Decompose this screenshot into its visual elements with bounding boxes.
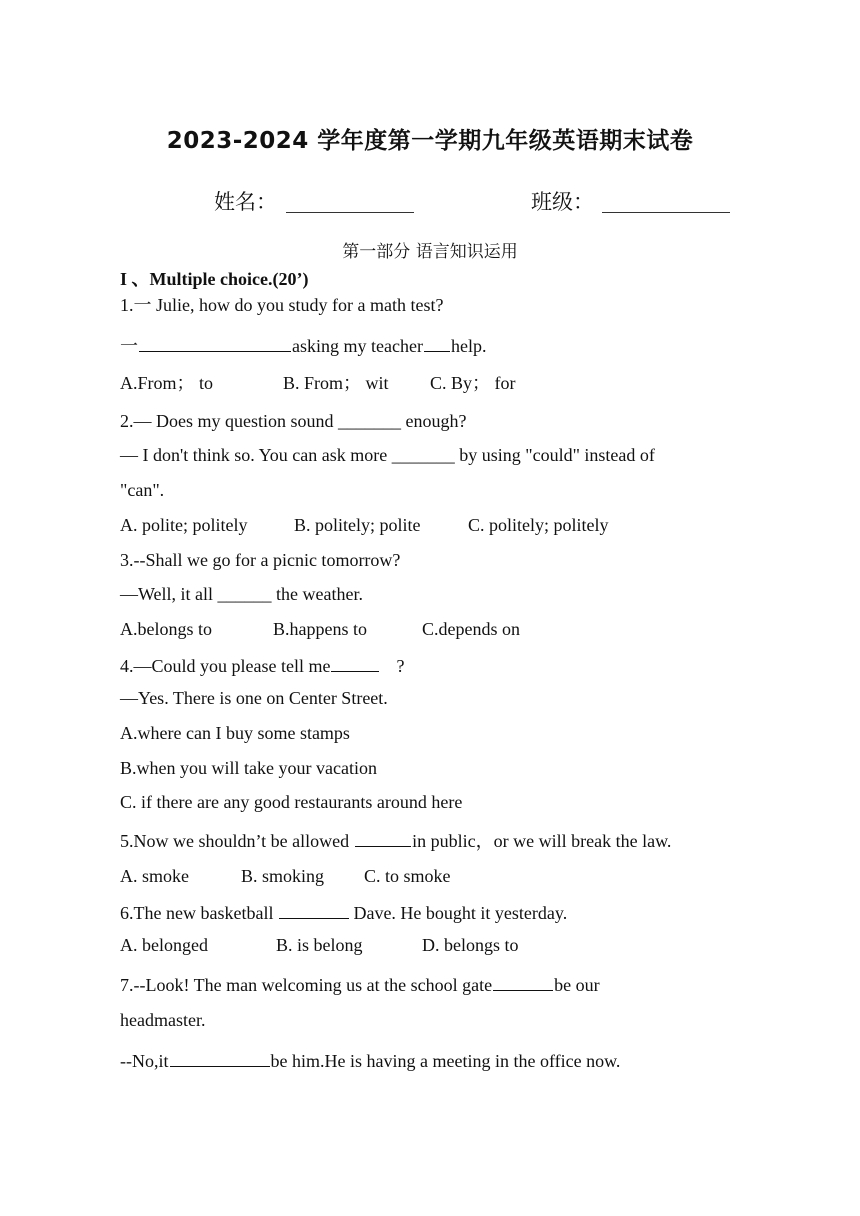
- q4-stem-end: ?: [396, 656, 405, 676]
- q2-option-b[interactable]: B. politely; polite: [294, 515, 421, 535]
- q7-blank-2[interactable]: [170, 1048, 270, 1067]
- q4-option-b[interactable]: B.when you will take your vacation: [120, 758, 377, 778]
- q4-option-a[interactable]: A.where can I buy some stamps: [120, 723, 350, 743]
- q1-blank-2[interactable]: [424, 333, 450, 352]
- name-blank[interactable]: [286, 212, 414, 213]
- q7-stem-start: 7.--Look! The man welcoming us at the school gate: [120, 975, 493, 995]
- q1-reply-end: help.: [450, 336, 487, 356]
- q6-options: [120, 934, 519, 956]
- q2-option-c[interactable]: C. politely; politely: [468, 515, 609, 535]
- q7-stem: [120, 972, 600, 996]
- q4-reply: —Yes. There is one on Center Street.: [120, 688, 388, 708]
- q1-reply: [120, 333, 486, 357]
- q7-stem-end: be our: [554, 975, 600, 995]
- exam-title: 2023-2024 学年度第一学期九年级英语期末试卷: [166, 128, 694, 154]
- class-blank[interactable]: [602, 212, 730, 213]
- q7-blank-1[interactable]: [493, 972, 553, 991]
- q6-option-d[interactable]: D. belongs to: [422, 935, 519, 955]
- name-label: 姓名：: [214, 190, 277, 214]
- q1-reply-prefix: 一: [120, 336, 138, 356]
- q6-stem: [120, 900, 567, 924]
- q1-stem: 1.一 Julie, how do you study for a math test?: [120, 295, 444, 315]
- section-heading: I 、Multiple choice.(20’): [120, 269, 309, 289]
- q7-reply: [120, 1048, 620, 1072]
- q1-option-c[interactable]: C. By； for: [430, 373, 516, 393]
- q5-option-b[interactable]: B. smoking: [241, 866, 325, 886]
- q6-stem-start: 6.The new basketball: [120, 903, 274, 923]
- q1-reply-mid: asking my teacher: [292, 336, 423, 356]
- q3-options: [120, 618, 520, 640]
- q3-option-a[interactable]: A.belongs to: [120, 619, 212, 639]
- q6-stem-end: Dave. He bought it yesterday.: [353, 903, 568, 923]
- q7-reply-end: be him.He is having a meeting in the office now.: [270, 1051, 621, 1071]
- q6-option-a[interactable]: A. belonged: [120, 935, 208, 955]
- q4-option-c[interactable]: C. if there are any good restaurants around here: [120, 792, 463, 812]
- q4-stem: [120, 653, 404, 677]
- part-title: 第一部分 语言知识运用: [342, 242, 518, 262]
- q1-blank-1[interactable]: [139, 333, 291, 352]
- q5-options: [120, 865, 451, 887]
- q5-stem-start: 5.Now we shouldn’t be allowed: [120, 831, 350, 851]
- q5-blank[interactable]: [355, 828, 411, 847]
- q2-stem: 2.— Does my question sound _______ enough?: [120, 411, 467, 431]
- q7-reply-start: --No,it: [120, 1051, 169, 1071]
- q6-blank[interactable]: [279, 900, 349, 919]
- q3-option-b[interactable]: B.happens to: [273, 619, 367, 639]
- q5-option-c[interactable]: C. to smoke: [364, 866, 451, 886]
- q2-reply-line2: "can".: [120, 480, 165, 500]
- q3-reply: —Well, it all ______ the weather.: [120, 584, 363, 604]
- q4-stem-start: 4.—Could you please tell me: [120, 656, 331, 676]
- q7-stem-line2: headmaster.: [120, 1010, 206, 1030]
- q1-option-b[interactable]: B. From； wit: [283, 373, 389, 393]
- q3-stem: 3.--Shall we go for a picnic tomorrow?: [120, 550, 401, 570]
- q4-blank[interactable]: [331, 653, 379, 672]
- q5-stem-end: in public，or we will break the law.: [412, 831, 672, 851]
- class-label: 班级：: [531, 190, 594, 214]
- q1-option-a[interactable]: A.From； to: [120, 373, 214, 393]
- q6-option-b[interactable]: B. is belong: [276, 935, 363, 955]
- q2-options: [120, 514, 609, 536]
- q3-option-c[interactable]: C.depends on: [422, 619, 520, 639]
- q5-stem: [120, 828, 671, 852]
- q1-options: [120, 372, 516, 394]
- q2-reply-line1: — I don't think so. You can ask more _______ by using "could" instead of: [120, 445, 655, 465]
- q5-option-a[interactable]: A. smoke: [120, 866, 189, 886]
- q2-option-a[interactable]: A. polite; politely: [120, 515, 248, 535]
